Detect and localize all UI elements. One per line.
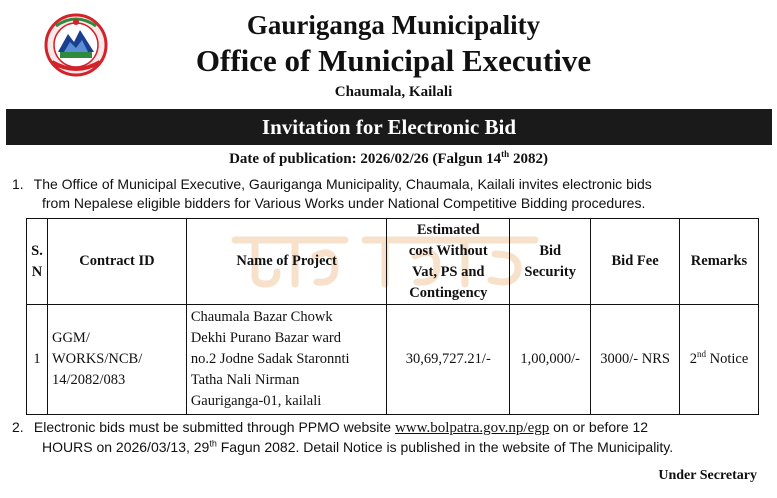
- cell-line: Tatha Nali Nirman: [190, 372, 300, 388]
- publication-date: [0, 150, 777, 168]
- col-estimate-line: Contingency: [409, 284, 488, 301]
- col-estimate: [387, 219, 510, 305]
- paragraph-line: The Office of Municipal Executive, Gauriganga Municipality, Chaumala, Kailali invites electronic bids: [33, 176, 652, 192]
- paragraph-line: on or before 12: [549, 419, 649, 435]
- office-location: Chaumala, Kailali: [334, 84, 453, 100]
- municipality-name: Gauriganga Municipality: [246, 10, 541, 40]
- col-security: [510, 219, 591, 305]
- cell-line: 14/2082/083: [51, 372, 126, 388]
- paragraph-line: HOURS on 2026/03/13, 29: [42, 439, 210, 455]
- cell-contract-id: [47, 305, 186, 415]
- bid-table: [26, 218, 759, 415]
- paragraph-line: Electronic bids must be submitted through PPMO website: [33, 419, 395, 435]
- paragraph-number: 2.: [12, 419, 24, 435]
- publication-date-sup: th: [501, 149, 510, 159]
- cell-remarks-text: Notice: [705, 351, 749, 367]
- cell-estimate: 30,69,727.21/-: [387, 305, 510, 415]
- cell-remarks-num: 2: [689, 351, 697, 367]
- col-estimate-line: Estimated: [416, 221, 480, 238]
- paragraph-line: from Nepalese eligible bidders for Various Works under National Competitive Bidding procedures.: [42, 195, 646, 211]
- col-estimate-line: Vat, PS and: [412, 263, 485, 280]
- cell-line: no.2 Jodne Sadak Staronnti: [190, 351, 350, 367]
- cell-line: Gauriganga-01, kailali: [190, 393, 322, 409]
- col-estimate-line: cost Without: [408, 242, 488, 259]
- notice-title-banner: [6, 109, 772, 145]
- signoff-title: Under Secretary: [658, 468, 757, 483]
- ppmo-website-link[interactable]: www.bolpatra.gov.np/egp: [394, 420, 550, 436]
- table-row: [27, 305, 759, 415]
- paragraph-line: Fagun 2082. Detail Notice is published in the website of The Municipality.: [216, 439, 674, 455]
- publication-date-text: Date of publication: 2026/02/26 (Falgun 14: [229, 151, 502, 167]
- col-contract-id: Contract ID: [47, 219, 186, 305]
- col-project: Name of Project: [186, 219, 387, 305]
- col-remarks: Remarks: [680, 219, 759, 305]
- cell-line: GGM/: [51, 330, 90, 346]
- table-header-row: [27, 219, 759, 305]
- paragraph-number: 1.: [12, 176, 24, 192]
- cell-sn: 1: [27, 305, 48, 415]
- col-security-line: Security: [524, 263, 576, 280]
- paragraph-invitation: [12, 175, 770, 213]
- cell-line: Chaumala Bazar Chowk: [190, 309, 333, 325]
- paragraph-sup: th: [209, 438, 217, 449]
- col-sn: [27, 219, 48, 305]
- office-name: Office of Municipal Executive: [195, 43, 592, 78]
- col-fee: Bid Fee: [591, 219, 680, 305]
- notice-title: Invitation for Electronic Bid: [261, 115, 517, 139]
- cell-security: 1,00,000/-: [510, 305, 591, 415]
- paragraph-submission: [12, 418, 770, 457]
- col-sn-line: N: [31, 263, 43, 280]
- cell-fee: 3000/- NRS: [591, 305, 680, 415]
- cell-line: WORKS/NCB/: [51, 351, 143, 367]
- cell-project: [186, 305, 387, 415]
- cell-line: Dekhi Purano Bazar ward: [190, 330, 342, 346]
- cell-remarks: [680, 305, 759, 415]
- col-security-line: Bid: [539, 242, 562, 259]
- publication-date-year: 2082): [509, 151, 548, 167]
- cell-remarks-sup: nd: [696, 349, 706, 360]
- col-sn-line: S.: [31, 242, 43, 259]
